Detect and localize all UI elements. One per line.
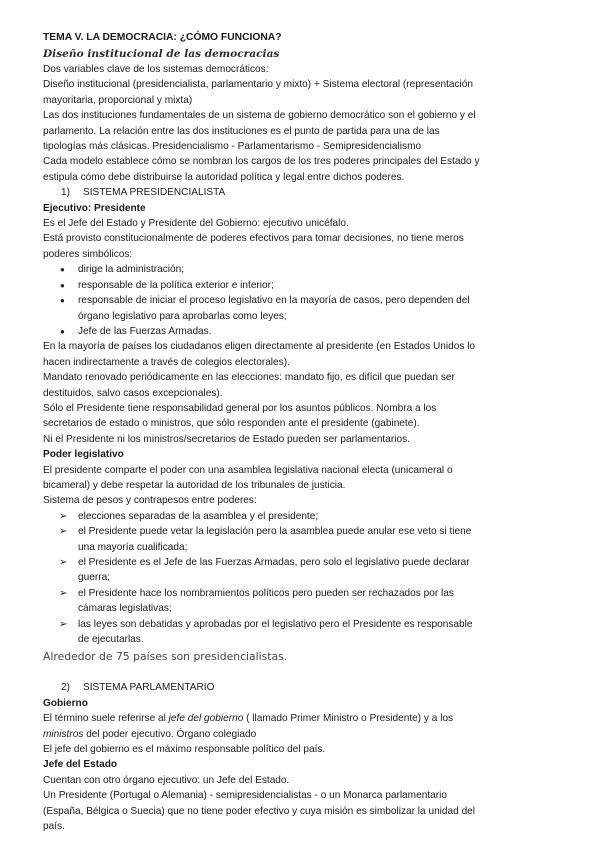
- legislative-line: Sistema de pesos y contrapesos entre poderes:: [43, 495, 257, 507]
- list-item: ➢ el Presidente es el Jefe de las Fuerzas Armadas, pero solo el legislativo puede declarar: [43, 555, 560, 570]
- legislative-line: El presidente comparte el poder con una asamblea legislativa nacional electa (unicameral o: [43, 464, 453, 476]
- head-of-state-line: Cuentan con otro órgano ejecutivo: un Jefe del Estado.: [43, 774, 290, 786]
- emphasis: jefe del gobierno: [168, 713, 244, 725]
- government-line: El término suele referirse al jefe del gobierno ( llamado Primer Ministro o Presidente) y a los: [43, 713, 454, 725]
- section-1-title: SISTEMA PRESIDENCIALISTA: [83, 187, 226, 199]
- closing-note: Alrededor de 75 países son presidencialistas.: [43, 650, 288, 664]
- legislative-line: bicameral) y debe respetar la autoridad de los tribunales de justicia.: [43, 479, 346, 491]
- head-of-state-line: país.: [43, 821, 65, 833]
- list-item: ➢ las leyes son debatidas y aprobadas por el legislativo pero el Presidente es responsable: [43, 617, 560, 632]
- executive-heading: Ejecutivo: Presidente: [43, 202, 146, 214]
- list-item: ➢ el Presidente puede vetar la legislación pero la asamblea puede anular ese veto si tiene: [43, 524, 560, 539]
- section-2-number: 2): [61, 682, 70, 694]
- intro-line: estipula cómo debe distribuirse la autoridad política y legal entre dichos poderes.: [43, 171, 405, 183]
- executive-line: Es el Jefe del Estado y Presidente del Gobierno: ejecutivo unicéfalo.: [43, 218, 349, 230]
- executive-line: poderes simbólicos:: [43, 248, 133, 260]
- list-item-continuation: cámaras legislativas;: [78, 603, 172, 615]
- bullet-icon: ●: [60, 265, 65, 275]
- bullet-icon: ●: [60, 296, 65, 306]
- head-of-state-line: Un Presidente (Portugal o Alemania) - semipresidencialistas - o un Monarca parlamentario: [43, 790, 447, 802]
- list-item: ● responsable de iniciar el proceso legislativo en la mayoría de casos, pero dependen del: [43, 293, 560, 308]
- bullet-icon: ●: [60, 326, 65, 336]
- intro-line: Cada modelo establece cómo se nombran los cargos de los tres poderes principales del Estado y: [43, 156, 480, 168]
- government-heading: Gobierno: [43, 697, 88, 709]
- head-of-state-heading: Jefe del Estado: [43, 759, 118, 771]
- body-line: destituidos, salvo casos excepcionales).: [43, 387, 223, 399]
- intro-block: [43, 62, 560, 185]
- intro-line: Diseño institucional (presidencialista, parlamentario y mixto) + Sistema electoral (representación: [43, 79, 474, 91]
- list-item: ● dirige la administración;: [43, 262, 560, 277]
- document-title: TEMA V. LA DEMOCRACIA: ¿CÓMO FUNCIONA?: [43, 32, 282, 43]
- checks-list: [43, 509, 560, 648]
- intro-line: Dos variables clave de los sistemas democráticos:: [43, 64, 269, 75]
- government-line: El jefe del gobierno es el máximo responsable político del país.: [43, 744, 326, 756]
- list-item-continuation: de ejecutarlas.: [78, 634, 144, 646]
- body-line: En la mayoría de países los ciudadanos eligen directamente al presidente (en Estados Unidos lo: [43, 341, 476, 353]
- head-of-state-line: (España, Bélgica o Suecia) que no tiene poder efectivo y cuya misión es simbolizar la unidad del: [43, 805, 476, 817]
- list-item: ● responsable de la política exterior e interior;: [43, 278, 560, 293]
- list-item-continuation: órgano legislativo para aprobarlas como leyes;: [78, 310, 287, 322]
- arrow-bullet-icon: ➢: [59, 557, 68, 568]
- list-item: ➢ elecciones separadas de la asamblea y el presidente;: [43, 509, 560, 524]
- document-subtitle: Diseño institucional de las democracias: [43, 48, 280, 60]
- government-line: ministros del poder ejecutivo. Órgano colegiado: [43, 728, 257, 740]
- body-line: secretarios de estado o ministros, que sólo responden ante el presidente (gabinete).: [43, 418, 420, 430]
- emphasis: ministros: [43, 728, 84, 740]
- intro-line: mayoritaria, proporcional y mixta): [43, 94, 193, 106]
- section-1-heading: [43, 185, 560, 200]
- list-item-continuation: una mayoría cualificada;: [78, 541, 188, 553]
- body-line: Mandato renovado periódicamente en las elecciones: mandato fijo, es difícil que puedan ser: [43, 372, 455, 384]
- legislative-heading: Poder legislativo: [43, 449, 124, 461]
- list-item-continuation: guerra;: [78, 572, 110, 584]
- arrow-bullet-icon: ➢: [59, 587, 68, 599]
- list-item: ● Jefe de las Fuerzas Armadas.: [43, 324, 560, 339]
- executive-powers-list: [43, 262, 560, 339]
- executive-line: Está provisto constitucionalmente de poderes efectivos para tomar decisiones, no tiene meros: [43, 233, 464, 245]
- body-line: hacen indirectamente a través de colegios electorales).: [43, 356, 290, 368]
- section-1-number: 1): [61, 187, 70, 199]
- arrow-bullet-icon: ➢: [59, 526, 68, 538]
- section-2-title: SISTEMA PARLAMENTARIO: [83, 682, 215, 694]
- bullet-icon: ●: [60, 280, 65, 290]
- body-line: Sólo el Presidente tiene responsabilidad general por los asuntos públicos. Nombra a los: [43, 402, 437, 414]
- arrow-bullet-icon: ➢: [59, 510, 68, 522]
- spacer: [43, 666, 560, 680]
- intro-line: tipologías más clásicas. Presidencialismo - Parlamentarismo - Semipresidencialismo: [43, 141, 422, 153]
- list-item: ➢ el Presidente hace los nombramientos políticos pero pueden ser rechazados por las: [43, 586, 560, 601]
- arrow-bullet-icon: ➢: [59, 618, 68, 630]
- intro-line: parlamento. La relación entre las dos instituciones es el punto de partida para una de las: [43, 125, 440, 137]
- section-2-heading: [43, 680, 560, 695]
- intro-line: Las dos instituciones fundamentales de un sistema de gobierno democrático son el gobierno y el: [43, 110, 476, 122]
- body-line: Ni el Presidente ni los ministros/secretarios de Estado pueden ser parlamentarios.: [43, 433, 410, 445]
